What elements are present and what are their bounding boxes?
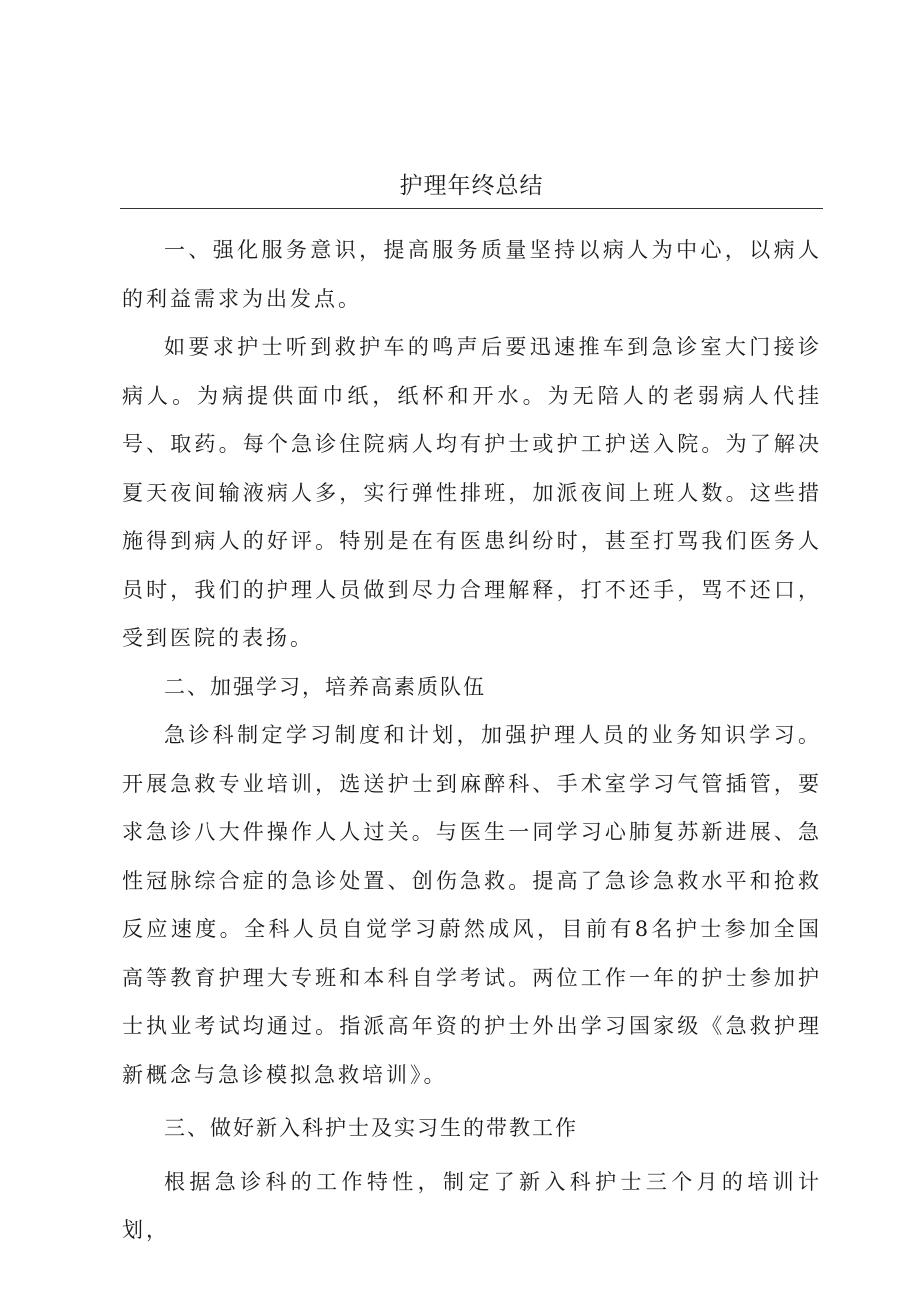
document-title: 护理年终总结: [399, 173, 544, 199]
document-body: [122, 226, 822, 1255]
paragraph-training: 根据急诊科的工作特性，制定了新入科护士三个月的培训计划，: [122, 1169, 822, 1242]
title-underline: [120, 208, 823, 209]
section-heading-training: 三、做好新入科护士及实习生的带教工作: [164, 1116, 578, 1140]
paragraph-service-measures: 如要求护士听到救护车的鸣声后要迅速推车到急诊室大门接诊病人。为病提供面巾纸，纸杯和开水。为无陪人的老弱病人代挂号、取药。每个急诊住院病人均有护士或护工护送入院。为了解决夏天夜间输液病人多，实行弹性排班，加派夜间上班人数。这些措施得到病人的好评。特别是在有医患纠纷时，甚至打骂我们医务人员时，我们的护理人员做到尽力合理解释，打不还手，骂不还口，受到医院的表扬。: [122, 335, 822, 650]
section-heading-learning: 二、加强学习，培养高素质队伍: [164, 674, 486, 699]
paragraph-learning: 急诊科制定学习制度和计划，加强护理人员的业务知识学习。开展急救专业培训，选送护士到麻醉科、手术室学习气管插管，要求急诊八大件操作人人过关。与医生一同学习心肺复苏新进展、急性冠脉综合症的急诊处置、创伤急救。提高了急诊急救水平和抢救反应速度。全科人员自觉学习蔚然成风，目前有8名护士参加全国高等教育护理大专班和本科自学考试。两位工作一年的护士参加护士执业考试均通过。指派高年资的护士外出学习国家级《急救护理新概念与急诊模拟急救培训》。: [122, 723, 822, 1087]
paragraph-service-awareness: 一、强化服务意识，提高服务质量坚持以病人为中心，以病人的利益需求为出发点。: [122, 238, 822, 311]
